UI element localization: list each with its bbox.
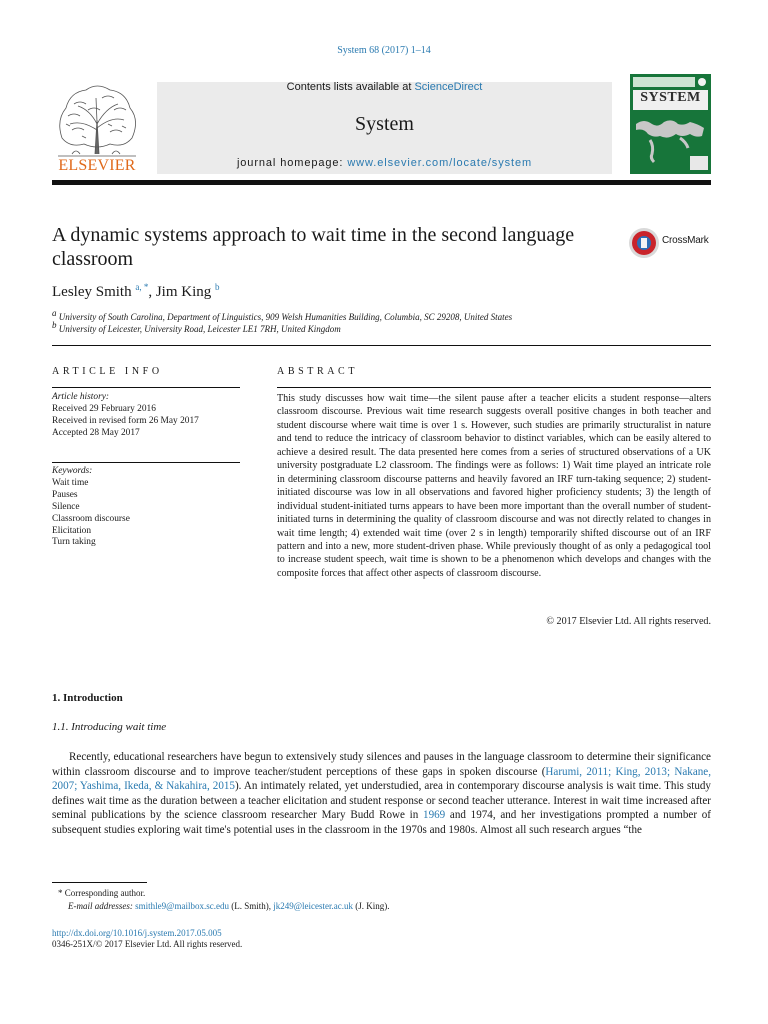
doi-link[interactable]: http://dx.doi.org/10.1016/j.system.2017.05.005: [52, 928, 222, 938]
journal-homepage-line: [157, 157, 612, 169]
keyword-item: Turn taking: [52, 537, 96, 548]
paragraph-text: Recently, educational researchers have begun to extensively study silences and pauses in the language classroom to determine their significance within classroom discourse and to improve teacher/student perceptions of these gaps in spoken discourse (: [52, 751, 711, 778]
keyword-item: Classroom discourse: [52, 513, 130, 524]
abstract-text: This study discusses how wait time—the silent pause after a teacher elicits a student response—alters classroom discourse. Previous wait time research suggests overall positive changes in both teacher and student discourse where wait time is over 1 s. However, such studies are primarily structuralist in nature and tend to reduce the intricacy of classroom behavior to distinct variables, which can be easily altered to achieve a desired result. The data presented here comes from a series of structured observations of a UK university postgraduate L2 classroom. The findings were as follows: 1) Wait time played an intricate role in determining classroom discourse patterns and heavily favored an IRF turn-taking sequence; 2) student-initiated discourse was low in all observations and favored higher proficiency students; 3) the length of individual student-initiated turns appears to have been more important than the overall number of student-initiated turns in determining the quality of classroom discourse and was not directly related to changes in wait time length; 4) extended wait time (over 2 s in length) temporarily shifted discourse out of an IRF pattern and into a new, more student-driven phase. While previously thought of as only a pedagogical tool to increase student speech, wait time is shown to be a phenomenon which develops and changes with the composite forces that affect other aspects of classroom discourse.: [277, 393, 711, 579]
footnote-text: Corresponding author.: [62, 888, 146, 898]
abstract-copyright: © 2017 Elsevier Ltd. All rights reserved.: [546, 616, 711, 627]
keyword-item: Elicitation: [52, 525, 92, 536]
affiliation-mark: b: [52, 320, 57, 330]
author-name: Jim King: [155, 284, 212, 300]
keywords-list: [52, 466, 130, 549]
email-link[interactable]: smithle9@mailbox.sc.edu: [135, 901, 229, 911]
affiliation-mark: a: [52, 308, 57, 318]
affiliation-text: University of Leicester, University Road, Leicester LE1 7RH, United Kingdom: [58, 324, 341, 334]
contents-prefix: Contents lists available at: [286, 81, 415, 93]
article-title: A dynamic systems approach to wait time in the second language classroom: [52, 224, 575, 270]
abstract-rule: [277, 387, 711, 388]
journal-homepage-link[interactable]: www.elsevier.com/locate/system: [347, 157, 533, 169]
author-affiliation-mark[interactable]: a, *: [135, 282, 149, 292]
header-rule: [52, 180, 711, 185]
homepage-prefix: journal homepage:: [236, 157, 348, 169]
contents-available-line: [157, 81, 612, 93]
author-affiliation-mark[interactable]: b: [215, 282, 220, 292]
issn-line: 0346-251X/© 2017 Elsevier Ltd. All rights reserved.: [52, 939, 243, 949]
sciencedirect-link[interactable]: ScienceDirect: [414, 81, 483, 93]
journal-cover-image: [630, 74, 711, 174]
history-label: Article history:: [52, 392, 110, 402]
keyword-item: Silence: [52, 501, 80, 512]
affiliation-b: [52, 320, 341, 334]
crossmark-label[interactable]: CrossMark: [662, 235, 709, 246]
title-block-rule: [52, 345, 711, 346]
article-history: [52, 392, 199, 440]
keywords-label: Keywords:: [52, 466, 93, 476]
keyword-item: Wait time: [52, 477, 89, 488]
author-list: Lesley Smith $^{a, *}$, Jim King $^b$: [52, 282, 220, 300]
email-footnote: [68, 901, 389, 911]
footnote-mark: *: [58, 888, 63, 898]
history-item: Received 29 February 2016: [52, 403, 156, 414]
journal-name: System: [355, 113, 414, 135]
email-owner: (L. Smith),: [228, 901, 274, 911]
journal-citation[interactable]: System 68 (2017) 1–14: [337, 45, 431, 56]
citation-link[interactable]: 1969: [423, 809, 446, 822]
citation-link[interactable]: Harumi, 2011; King, 2013; Nakane, 2007; Yashima, Ikeda, & Nakahira, 2015: [52, 765, 711, 793]
history-item: Received in revised form 26 May 2017: [52, 415, 199, 426]
section-heading: 1. Introduction: [52, 692, 123, 704]
article-info-heading: ARTICLE INFO: [52, 366, 163, 377]
email-owner: (J. King).: [352, 901, 390, 911]
affiliation-text: University of South Carolina, Department of Linguistics, 909 Welsh Humanities Building, Columbia, SC 29208, United States: [58, 312, 513, 322]
paragraph-text: and 1974, and her investigations prompted a number of subsequent studies exploring wait time's potential uses in the classroom in the 1970s and 1980s. Almost all such research argues “the: [52, 809, 711, 836]
subsection-heading: 1.1. Introducing wait time: [52, 721, 167, 733]
keywords-rule: [52, 462, 240, 463]
paragraph-text: ). An intimately related, yet understudied, area in contemporary discourse analysis is wait time. This study defines wait time as the duration between a teacher elicitation and student response or second teacher utterance. Interest in wait time increased after seminal publications by the science classroom researcher Mary Budd Rowe in: [52, 780, 711, 822]
body-paragraph: [52, 750, 711, 838]
article-info-rule: [52, 387, 240, 388]
abstract-heading: ABSTRACT: [277, 366, 359, 377]
corresponding-author-footnote: [58, 888, 145, 898]
cover-artwork: [630, 74, 711, 174]
email-link[interactable]: jk249@leicester.ac.uk: [273, 901, 353, 911]
author-name: Lesley Smith: [52, 284, 132, 300]
keyword-item: Pauses: [52, 489, 78, 500]
history-item: Accepted 28 May 2017: [52, 427, 140, 438]
cover-title: SYSTEM: [640, 90, 701, 105]
footnote-rule: [52, 882, 147, 883]
elsevier-wordmark: ELSEVIER: [58, 157, 136, 174]
email-label: E-mail addresses:: [68, 901, 136, 911]
crossmark-icon[interactable]: [628, 227, 660, 259]
